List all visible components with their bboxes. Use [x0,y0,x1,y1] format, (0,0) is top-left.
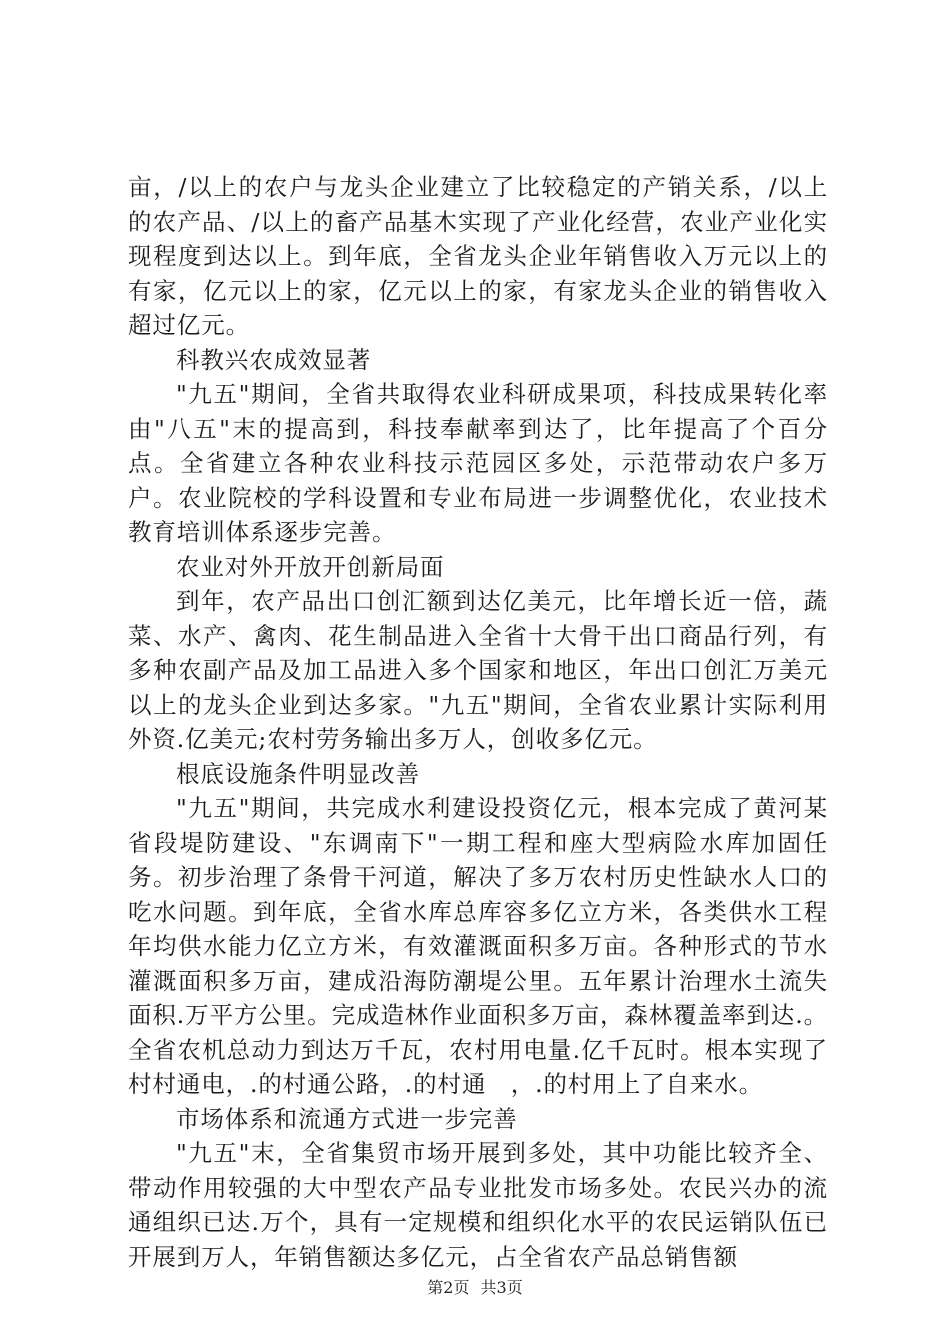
page-total: 共3页 [480,1278,523,1297]
paragraph: 到年，农产品出口创汇额到达亿美元，比年增长近一倍，蔬菜、水产、禽肉、花生制品进入全省十大骨干出口商品行列，有多种农副产品及加工品进入多个国家和地区，年出口创汇万美元以上的龙头企业到达多家。"九五"期间，全省农业累计实际利用外资.亿美元;农村劳务输出多万人，创收多亿元。 [128,587,828,753]
section-heading: 科教兴农成效显著 [176,345,372,374]
paragraph: "九五"期间，全省共取得农业科研成果项，科技成果转化率由"八五"末的提高到，科技奉献率到达了，比年提高了个百分点。全省建立各种农业科技示范园区多处，示范带动农户多万户。农业院校的学科设置和专业布局进一步调整优化，农业技术教育培训体系逐步完善。 [128,380,828,546]
page-number: 第2页 [427,1278,470,1297]
section-heading: 农业对外开放开创新局面 [176,552,445,581]
paragraph: 亩，/以上的农户与龙头企业建立了比较稳定的产销关系，/以上的农产品、/以上的畜产品基木实现了产业化经营，农业产业化实现程度到达以上。到年底，全省龙头企业年销售收入万元以上的有家，亿元以上的家，亿元以上的家，有家龙头企业的销售收入超过亿元。 [128,173,828,339]
paragraph: "九五"末，全省集贸市场开展到多处，其中功能比较齐全、带动作用较强的大中型农产品专业批发市场多处。农民兴办的流通组织已达.万个，具有一定规模和组织化水平的农民运销队伍已开展到万人，年销售额达多亿元，占全省农产品总销售额 [128,1139,828,1271]
page-footer [0,1278,950,1298]
document-body [128,170,828,1274]
section-heading: 根底设施条件明显改善 [176,759,420,788]
paragraph: "九五"期间，共完成水利建设投资亿元，根本完成了黄河某省段堤防建设、"东调南下"一期工程和座大型病险水库加固任务。初步治理了条骨干河道，解决了多万农村历史性缺水人口的吃水问题。到年底，全省水库总库容多亿立方米，各类供水工程年均供水能力亿立方米，有效灌溉面积多万亩。各种形式的节水灌溉面积多万亩，建成沿海防潮堤公里。五年累计治理水土流失面积.万平方公里。完成造林作业面积多万亩，森林覆盖率到达.。全省农机总动力到达万千瓦，农村用电量.亿千瓦时。根本实现了村村通电，.的村通公路，.的村通 ，.的村用上了自来水。 [128,794,828,1098]
section-heading: 市场体系和流通方式进一步完善 [176,1104,518,1133]
